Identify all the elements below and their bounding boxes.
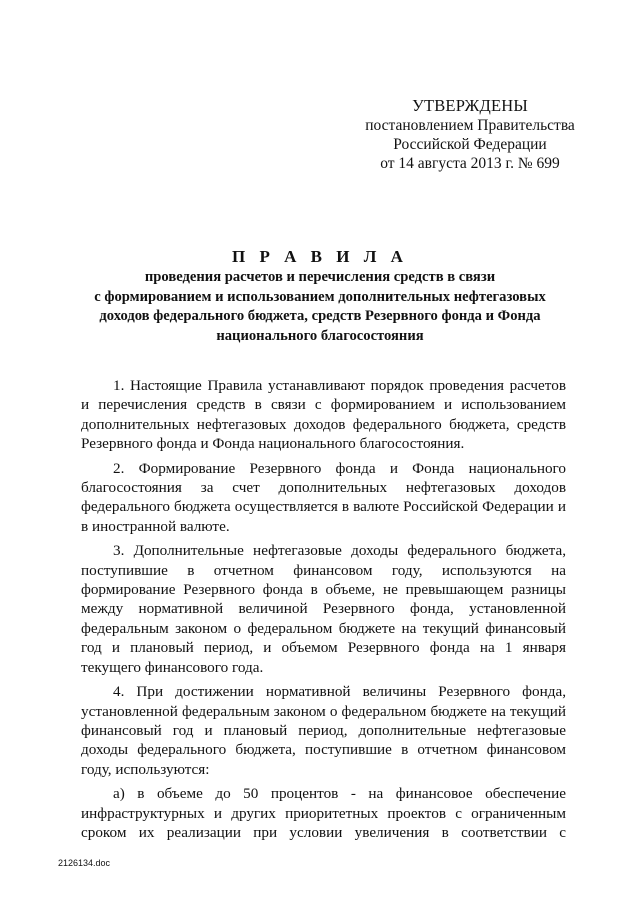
paragraph-3: 3. Дополнительные нефтегазовые доходы федерального бюджета, поступившие в отчетном финансовом году, используются на формирование Резервного фонда в объеме, не превышающем разницы между нормативной величиной Резервного фонда, установленной федеральным законом о федеральном бюджете на текущий финансовый год и плановый период, и объемом Резервного фонда на 1 января текущего финансового года. — [81, 542, 566, 676]
approval-title: УТВЕРЖДЕНЫ — [412, 96, 528, 115]
approval-line-federation: Российской Федерации — [393, 136, 547, 153]
title-subtitle-line: проведения расчетов и перечисления средств в связи — [144, 269, 496, 285]
paragraph-4a: а) в объеме до 50 процентов - на финансовое обеспечение инфраструктурных и других приоритетных проектов с ограниченным сроком их реализации при условии увеличения в соответствии с — [81, 785, 566, 841]
paragraph-4: 4. При достижении нормативной величины Резервного фонда, установленной федеральным законом о федеральном бюджете на текущий финансовый год и плановый период, дополнительные нефтегазовые доходы федерального бюджета, поступившие в отчетном финансовом году, используются: — [81, 683, 566, 778]
footer-filename: 2126134.doc — [58, 858, 111, 868]
document-title — [70, 246, 570, 346]
title-subtitle-line: национального благосостояния — [216, 327, 424, 344]
paragraph-2: 2. Формирование Резервного фонда и Фонда национального благосостояния за счет дополнительных нефтегазовых доходов федерального бюджета осуществляется в валюте Российской Федерации и в иностранной валюте. — [81, 459, 566, 535]
paragraph-1: 1. Настоящие Правила устанавливают порядок проведения расчетов и перечисления средств в связи с формированием и использованием дополнительных нефтегазовых доходов федерального бюджета, средств Резервного фонда и Фонда национального благосостояния. — [81, 377, 566, 453]
document-body — [81, 376, 566, 847]
title-subtitle-line: доходов федерального бюджета, средств Резервного фонда и Фонда — [99, 308, 541, 324]
title-heading: П Р А В И Л А — [232, 247, 408, 266]
approval-stamp — [350, 96, 590, 173]
title-subtitle-line: с формированием и использованием дополнительных нефтегазовых — [94, 288, 546, 305]
approval-line-date-number: от 14 августа 2013 г. № 699 — [380, 155, 560, 172]
approval-line-decree: постановлением Правительства — [365, 117, 575, 134]
